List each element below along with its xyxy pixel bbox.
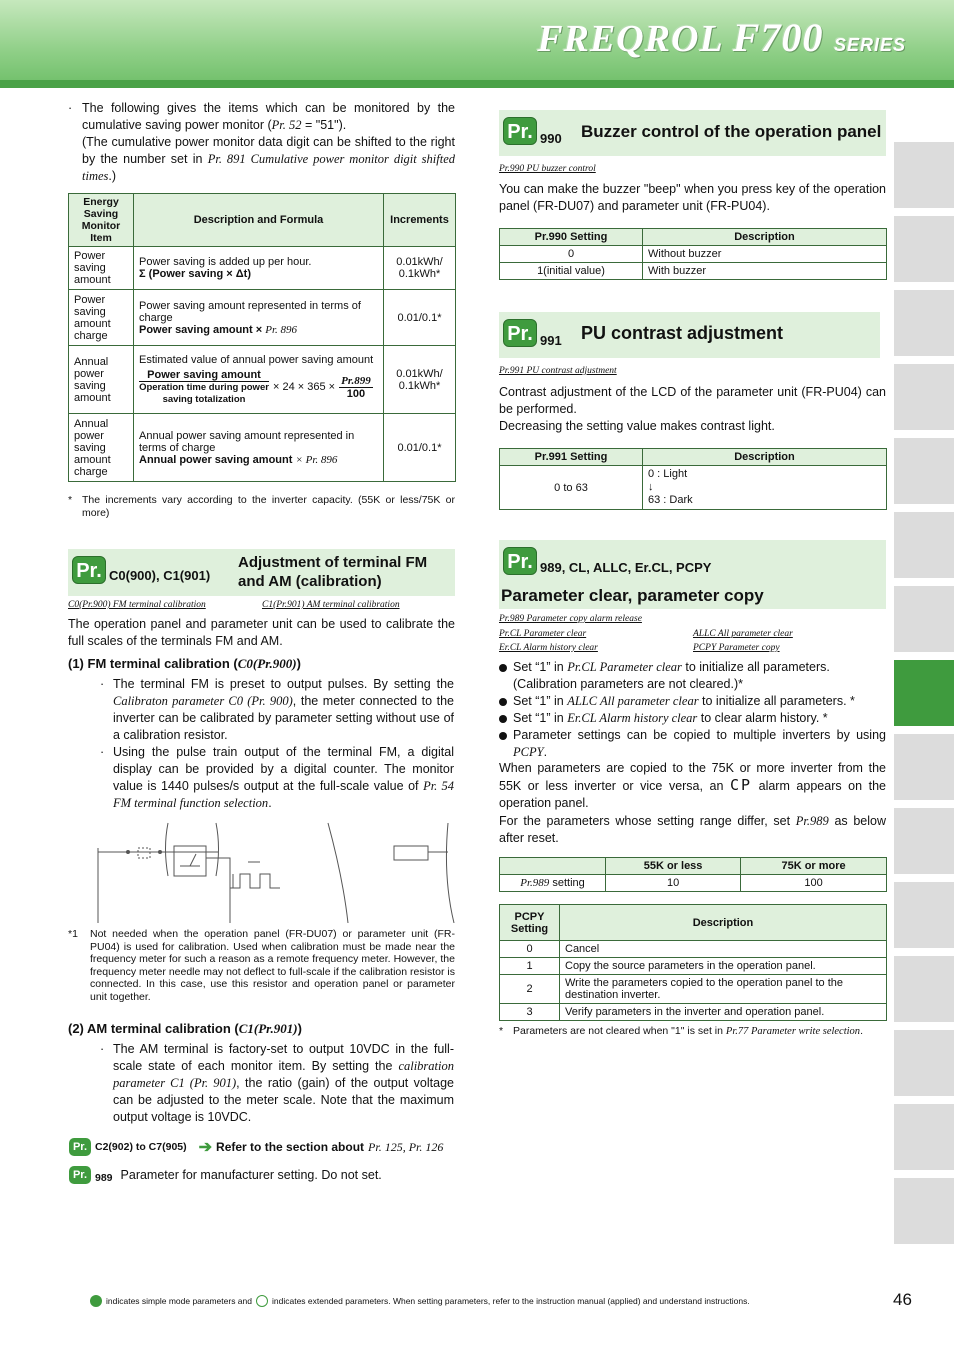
formula [139,369,378,406]
table-header: Pr.990 Setting [500,229,643,246]
clear-paragraph-2 [499,813,886,847]
section-991-title: PU contrast adjustment [581,323,784,343]
cell-formula: Power saving amount × [139,323,266,336]
table-cell: 3 [500,1004,560,1021]
footnote-mark: *1 [68,928,78,940]
page-number: 46 [893,1290,912,1309]
table-cell: 0.01kWh/ 0.1kWh* [384,346,456,414]
ref-link[interactable]: ALLC All parameter clear [693,629,793,639]
table-cell: Annual power saving amount [69,346,134,414]
side-tabs [894,142,954,1252]
simple-mode-icon [90,1295,102,1307]
table-row [69,414,456,482]
side-tab[interactable] [894,290,954,356]
table-cell: 1 [500,958,560,975]
am-paragraph: · The AM terminal is factory-set to output 10VDC in the full-scale state of each monitor item. By setting the calibration parameter C1 (Pr. 901), the ratio (gain) of the output voltage can be adjusted to the meter scale. Note that the maximum output voltage is 10VDC. [100,1042,454,1124]
table-header: Description [643,449,887,466]
sub2-label: (2) AM terminal calibration ( [68,1021,239,1036]
formula-mult: × 24 × 365 × [273,381,336,393]
ref-link[interactable]: Pr.990 PU buzzer control [499,164,596,174]
ref-link[interactable]: Pr.989 Parameter copy alarm release [499,614,642,624]
pr-badge: Pr. [503,547,537,575]
footnote-text: The increments vary according to the inverter capacity. (55K or less/75K or more) [82,494,455,519]
sub2-heading [68,1021,302,1037]
p2-text: For the parameters whose setting range differ, set [499,814,796,828]
table-row [69,346,456,414]
table-cell [643,466,887,510]
table-cell: 10 [606,875,741,892]
side-tab-active[interactable] [894,660,954,726]
bullet-text: Parameter settings can be copied to multiple inverters by using [513,728,886,742]
cell-line: 63 : Dark [648,494,693,506]
footer-text: indicates simple mode parameters and [106,1296,252,1306]
pr-badge-small: Pr. [69,1166,91,1184]
c2-c7-line [69,1137,443,1157]
p2-ref: Pr.989 [795,814,829,828]
side-tab[interactable] [894,1178,954,1244]
pr-badge: Pr. [503,117,537,145]
header-stripe [0,80,954,88]
pr-badge: Pr. [503,319,537,347]
list-item [499,659,886,693]
fm-p2: Using the pulse train output of the terminal FM, a digital display can be provided by a digital counter. The monitor value is 1440 pulses/s output at the full-scale value of [113,745,454,793]
bullet-ref: Pr.CL Parameter clear [567,660,682,674]
section-fm-title: Adjustment of terminal FM and AM (calibration) [238,554,428,590]
side-tab[interactable] [894,1030,954,1096]
brand-logo [537,14,906,61]
table-row [500,466,887,510]
pr-badge: Pr. [72,556,106,584]
energy-footnote: * The increments vary according to the inverter capacity. (55K or less/75K or more) [68,494,455,519]
table-cell: Cancel [560,941,887,958]
footnote-ref: Pr.77 Parameter write selection [725,1026,861,1037]
table-cell [134,346,384,414]
side-tab[interactable] [894,364,954,430]
table-cell: 0 to 63 [500,466,643,510]
arrow-right-icon: ➔ [198,1139,213,1156]
table-header [500,858,606,875]
am-p1-ref: calibration parameter C1 (Pr. 901) [113,1059,454,1090]
table-cell [134,247,384,290]
fraction [139,369,269,406]
pr989-line [69,1166,382,1184]
ref-link[interactable]: C1(Pr.901) AM terminal calibration [262,600,400,610]
list-item [499,727,886,761]
fm-footnote [68,928,455,1003]
table-row [500,958,887,975]
bullet-text: . [543,745,548,759]
page-footer [90,1295,850,1307]
table-row [500,263,887,280]
intro-paragraph: · The following gives the items which can be monitored by the cumulative saving power monitor (Pr. 52 = "51"). (The cumulative power monitor data digit can be shifted to the right by the number set in Pr. 891 Cumulative power monitor digit shifted times.) [68,101,455,183]
cell-text: Estimated value of annual power saving amount [139,353,374,366]
section-990-num: 990 [540,131,562,146]
side-tab[interactable] [894,882,954,948]
bullet-text: to initialize all parameters. (Calibration parameters are not cleared.)* [513,660,830,691]
fm-paragraph-1: · The terminal FM is preset to output pulses. By setting the Calibraton parameter C0 (Pr. 900), the meter connected to the inverter can be calibrated by parameter setting without use of a calibration resistor. [100,677,454,742]
cell-formula: Σ (Power saving × Δt) [139,268,252,280]
intro-ref2: Pr. 891 Cumulative power monitor digit shifted times [82,152,455,183]
side-tab[interactable] [894,808,954,874]
table-row [69,290,456,346]
fm-circuit-diagram [68,818,455,923]
body-line2: Decreasing the setting value makes contrast light. [499,419,775,433]
list-item [499,693,886,710]
pr991-table [499,448,887,510]
pr989-text: Parameter for manufacturer setting. Do not set. [120,1168,382,1182]
side-tab[interactable] [894,142,954,208]
sub1-end: ) [296,656,301,671]
fraction-top: Power saving amount [139,369,269,382]
table-cell: With buzzer [643,263,887,280]
table-header: Pr.991 Setting [500,449,643,466]
cell-text: Annual power saving amount represented in terms of charge [139,429,355,454]
fraction2 [339,375,373,400]
sub2-end: ) [297,1021,302,1036]
table-header: Description and Formula [134,194,384,247]
table-cell: Power saving amount [69,247,134,290]
fraction2-bottom: 100 [346,387,366,400]
table-cell: Copy the source parameters in the operation panel. [560,958,887,975]
fraction-bottom: Operation time during power saving totalization [139,381,269,405]
fm-p2-end: . [268,796,272,810]
intro-line2: (The cumulative power monitor data digit can be shifted to the right by the number set in [82,135,455,166]
sub2-ref: C1(Pr.901) [238,1021,298,1036]
table-cell: 100 [741,875,887,892]
fm-p1-end: , the meter connected to the inverter can be calibrated by parameter setting without use of a calibration resistor. [113,694,454,742]
bullet-ref: Er.CL Alarm history clear [567,711,698,725]
pr989-num: 989 [95,1172,113,1184]
brand-model: F700 [732,15,824,60]
fm-p1: The terminal FM is preset to output pulses. By setting the [113,677,454,691]
table-row [500,941,887,958]
ref-link[interactable]: Pr.991 PU contrast adjustment [499,366,617,376]
section-991-num: 991 [540,333,562,348]
table-row [500,246,887,263]
pr990-table [499,228,887,280]
bullet-text: Set “1” in [513,660,568,674]
table-cell: 0.01/0.1* [384,414,456,482]
table-cell: 0 [500,941,560,958]
table-cell: Write the parameters copied to the operation panel to the destination inverter. [560,975,887,1004]
side-tab[interactable] [894,1104,954,1170]
section-fm-params: C0(900), C1(901) [109,568,211,583]
cell-ref: × Pr. 896 [295,453,338,466]
table-cell: Without buzzer [643,246,887,263]
pcpy-table [499,904,887,1021]
cell-text: Power saving amount represented in terms of charge [139,299,361,324]
bullet-text: to initialize all parameters. * [698,694,855,708]
table-header: Description [560,905,887,941]
fraction2-top: Pr.899 [341,374,371,387]
intro-line1: The following gives the items which can be monitored by the cumulative saving power monitor ( [82,101,455,132]
section-991-body [499,384,886,435]
bullet-text: to clear alarm history. * [697,711,828,725]
footnote-text: . [860,1025,863,1037]
table-header: Increments [384,194,456,247]
table-header: PCPY Setting [500,905,560,941]
section-990-title: Buzzer control of the operation panel [581,122,882,141]
ref-link[interactable]: C0(Pr.900) FM terminal calibration [68,600,206,610]
ref-link[interactable]: Er.CL Alarm history clear [499,643,598,653]
bullet-text: Set “1” in [513,711,568,725]
clear-bullets [499,659,886,761]
table-cell [134,290,384,346]
pr989-table [499,857,887,892]
sub1-ref: C0(Pr.900) [237,656,297,671]
side-tab[interactable] [894,512,954,578]
ref-link[interactable]: Pr.CL Parameter clear [499,629,587,639]
page-header [0,0,954,88]
table-cell: 0 [500,246,643,263]
am-p1-end: , the ratio (gain) of the output voltage can be adjusted to the meter scale. Note that the maximum output voltage is 10VDC. [113,1076,454,1124]
pr-badge-small: Pr. [69,1138,91,1156]
table-header: 75K or more [741,858,887,875]
section-fm-body: The operation panel and parameter unit can be used to calibrate the full scales of the terminals FM and AM. [68,617,455,648]
cell-formula: Annual power saving amount [139,453,293,466]
clear-footnote: * Parameters are not cleared when "1" is set in Pr.77 Parameter write selection. [499,1025,863,1037]
footer-text: indicates extended parameters. When setting parameters, refer to the instruction manual (applied) and understand instructions. [272,1296,750,1306]
table-row [500,975,887,1004]
table-header: Energy Saving Monitor Item [69,194,134,247]
cell-line: 0 : Light [648,468,688,480]
body-line1: Contrast adjustment of the LCD of the parameter unit (FR-PU04) can be performed. [499,385,886,416]
table-header: Description [643,229,887,246]
p2-text: as below after reset. [499,814,886,845]
table-cell: 0.01/0.1* [384,290,456,346]
intro-text [68,100,455,185]
section-clear-title: Parameter clear, parameter copy [501,586,764,605]
cell-line: ↓ [648,481,654,493]
footnote-text: Parameters are not cleared when "1" is set in [513,1025,726,1037]
clear-paragraph-1 [499,760,886,812]
brand-series: SERIES [833,35,906,55]
table-cell: Verify parameters in the inverter and operation panel. [560,1004,887,1021]
cell-text: setting [549,877,585,889]
cell-text: Power saving is added up per hour. [139,256,312,268]
refer-label: Refer to the section about [216,1140,365,1154]
table-row [69,247,456,290]
intro-line2-end: .) [108,169,117,183]
intro-line1-end: = "51"). [301,118,347,132]
fm-paragraph-2: · Using the pulse train output of the terminal FM, a digital display can be provided by a digital counter. The monitor value is 1440 pulses/s output at the full-scale value of Pr. 54 FM terminal function selection. [100,745,454,810]
side-tab[interactable] [894,734,954,800]
am-p1: The AM terminal is factory-set to output 10VDC in the full-scale state of each monitor item. By setting the [113,1042,454,1073]
table-header: 55K or less [606,858,741,875]
list-item [499,710,886,727]
bullet-ref: PCPY [513,745,544,759]
p1-text: When parameters are copied to the 75K or more inverter from the 55K or less inverter or vice versa, an [499,761,886,793]
side-tab[interactable] [894,956,954,1022]
side-tab[interactable] [894,216,954,282]
extended-mode-icon [256,1295,268,1307]
table-cell: Annual power saving amount charge [69,414,134,482]
section-clear-params: 989, CL, ALLC, Er.CL, PCPY [540,560,712,575]
ref-link[interactable]: PCPY Parameter copy [693,643,780,653]
table-cell: 1(initial value) [500,263,643,280]
cell-ref: Pr. 896 [265,323,298,336]
p1-text: alarm appears on the operation panel. [499,779,886,810]
intro-ref1: Pr. 52 [271,118,302,132]
brand-name: FREQROL [537,18,723,60]
energy-monitor-table [68,193,456,482]
side-tab[interactable] [894,438,954,504]
side-tab[interactable] [894,586,954,652]
c2-params: C2(902) to C7(905) [95,1141,187,1153]
footnote-text: Not needed when the operation panel (FR-DU07) or parameter unit (FR-PU04) is used for calibration. Used when calibration must be made near the frequency meter for such a reason as a remote frequency meter. However, the frequency meter needle may not deflect to full-scale if the calibration resistor is connected. In this case, use this resistor and operation panel or parameter unit together. [90,928,455,1003]
sub1-heading [68,656,301,672]
bullet-text: Set “1” in [513,694,568,708]
table-cell: Power saving amount charge [69,290,134,346]
sub1-label: (1) FM terminal calibration ( [68,656,238,671]
section-990-body: You can make the buzzer "beep" when you press key of the operation panel (FR-DU07) and parameter unit (FR-PU04). [499,182,886,213]
bullet-ref: ALLC All parameter clear [567,694,699,708]
table-row [500,875,887,892]
table-cell [134,414,384,482]
fm-p1-ref: Calibraton parameter C0 (Pr. 900) [113,694,293,708]
table-cell [500,875,606,892]
table-cell: 2 [500,975,560,1004]
table-row [500,1004,887,1021]
cp-alarm-glyph: CP [730,776,753,794]
fm-p2-ref: Pr. 54 FM terminal function selection [113,779,454,810]
cell-ref: Pr.989 [520,877,550,889]
refer-link[interactable]: Pr. 125, Pr. 126 [368,1139,444,1154]
table-cell: 0.01kWh/ 0.1kWh* [384,247,456,290]
